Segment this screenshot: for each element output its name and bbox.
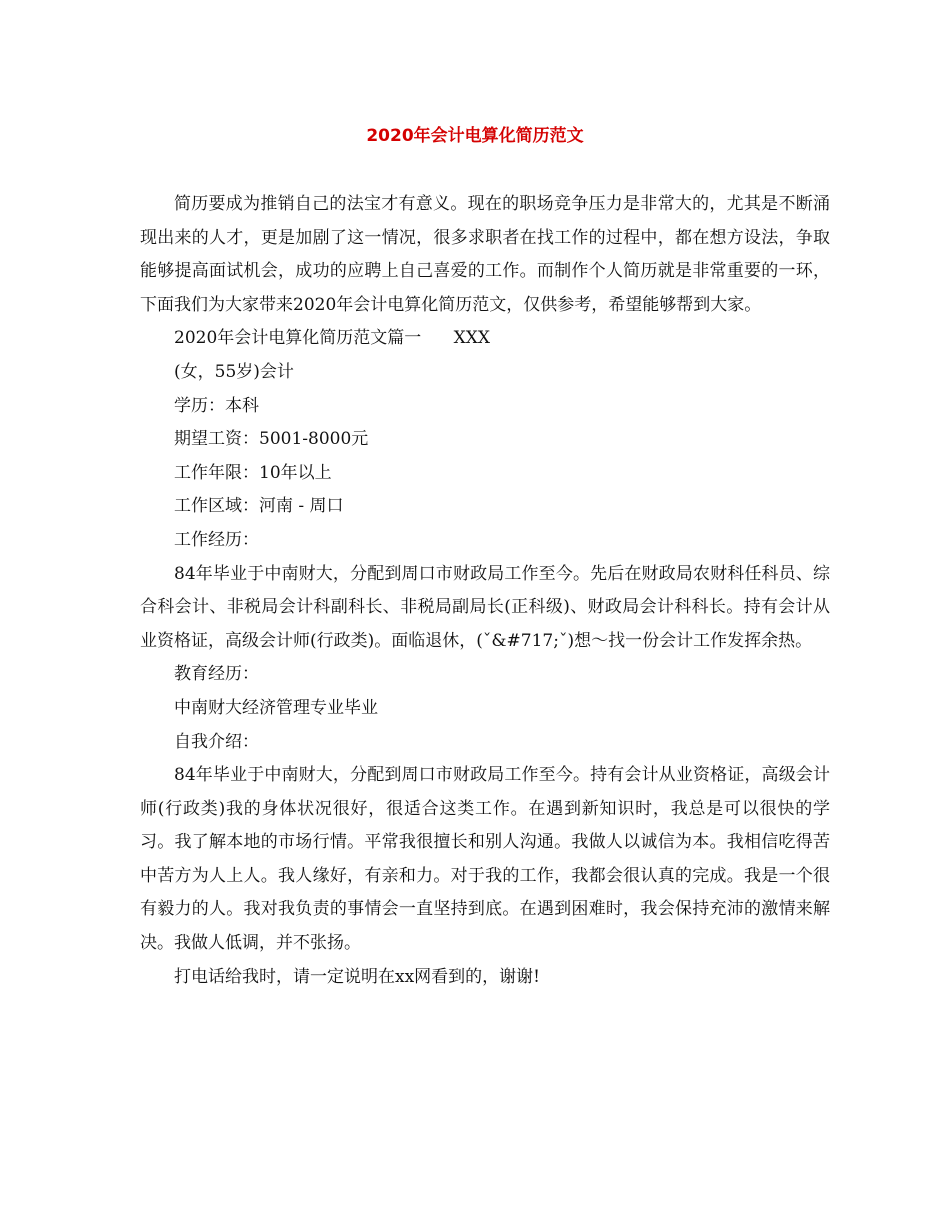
work-region-line: 工作区域：河南 - 周口 <box>174 496 344 517</box>
document-title: 2020年会计电算化简历范文 <box>366 126 584 146</box>
education-heading: 教育经历： <box>174 664 259 685</box>
expected-salary-line: 期望工资：5001-8000元 <box>174 429 369 450</box>
education-detail-line: 中南财大经济管理专业毕业 <box>174 697 378 718</box>
work-experience-heading: 工作经历： <box>174 529 259 550</box>
document-body <box>140 188 830 994</box>
closing-line: 打电话给我时，请一定说明在xx网看到的，谢谢! <box>174 966 541 987</box>
self-intro-heading: 自我介绍： <box>174 731 259 752</box>
intro-paragraph: 简历要成为推销自己的法宝才有意义。现在的职场竞争压力是非常大的，尤其是不断涌现出来的人才，更是加剧了这一情况，很多求职者在找工作的过程中，都在想方设法，争取能够提高面试机会，成功的应聘上自己喜爱的工作。而制作个人简历就是非常重要的一环，下面我们为大家带来2020年会计电算化简历范文，仅供参考，希望能够帮到大家。 <box>140 194 830 315</box>
self-intro-paragraph: 84年毕业于中南财大，分配到周口市财政局工作至今。持有会计从业资格证，高级会计师(行政类)我的身体状况很好，很适合这类工作。在遇到新知识时，我总是可以很快的学习。我了解本地的市场行情。平常我很擅长和别人沟通。我做人以诚信为本。我相信吃得苦中苦方为人上人。我人缘好，有亲和力。对于我的工作，我都会很认真的完成。我是一个很有毅力的人。我对我负责的事情会一直坚持到底。在遇到困难时，我会保持充沛的激情来解决。我做人低调，并不张扬。 <box>140 765 830 954</box>
education-level-line: 学历：本科 <box>174 395 259 416</box>
work-years-line: 工作年限：10年以上 <box>174 462 332 483</box>
gender-age-line: (女，55岁)会计 <box>174 361 294 382</box>
work-experience-paragraph: 84年毕业于中南财大，分配到周口市财政局工作至今。先后在财政局农财科任科员、综合科会计、非税局会计科副科长、非税局副局长(正科级)、财政局会计科科长。持有会计从业资格证，高级会计师(行政类)。面临退休，(ˇ&#717;ˇ)想～找一份会计工作发挥余热。 <box>140 563 830 651</box>
resume-heading: 2020年会计电算化简历范文篇一 XXX <box>174 328 490 349</box>
